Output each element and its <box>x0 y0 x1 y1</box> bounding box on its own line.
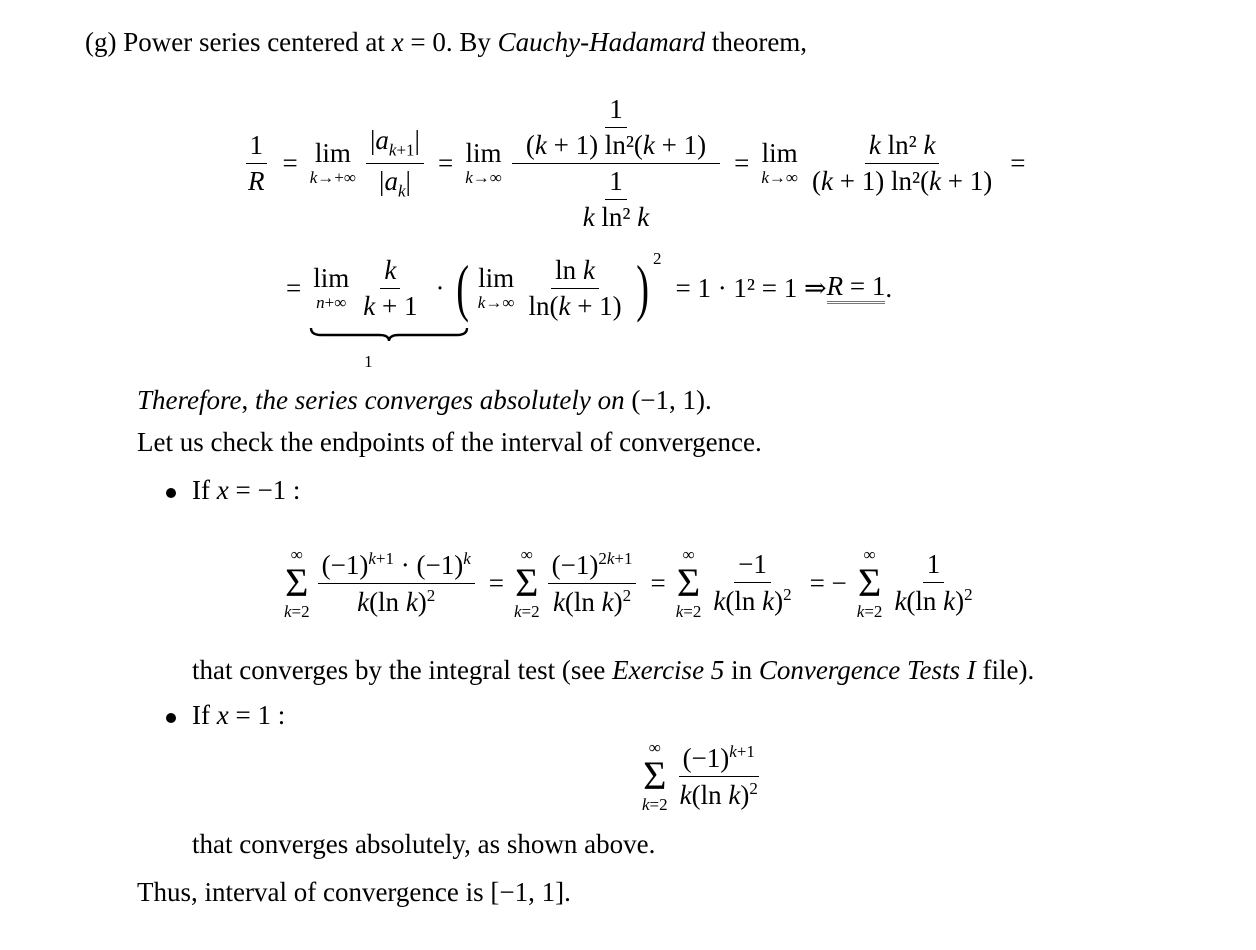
lim: lim <box>478 263 515 293</box>
paragraph-interval-conclusion <box>137 877 571 908</box>
numerator: 1 <box>246 130 268 164</box>
bullet-x-minus-1 <box>192 475 300 506</box>
bullet-text: If <box>192 475 217 505</box>
abs: |a <box>370 125 389 156</box>
lim-sub: n+∞ <box>316 293 347 312</box>
sum-upper: ∞ <box>648 738 661 757</box>
lim-sub: k→+∞ <box>309 168 356 187</box>
limit <box>761 140 798 186</box>
term: (−1) <box>551 549 599 580</box>
exponent: 2 <box>783 585 792 604</box>
text: in <box>724 655 759 685</box>
sigma-icon: Σ <box>857 560 882 605</box>
exponent: k <box>463 548 471 568</box>
sigma-icon: Σ <box>285 560 309 605</box>
term: (−1) <box>321 549 369 580</box>
exponent: k+1 <box>729 741 755 761</box>
file-reference: Convergence Tests I <box>758 655 976 685</box>
exponent: 2k+1 <box>598 548 633 568</box>
denominator <box>709 583 795 617</box>
ratio-fraction <box>366 125 424 201</box>
sum-upper: ∞ <box>682 545 695 564</box>
term: k(ln k) <box>357 586 427 617</box>
denominator: k ln² k <box>582 201 650 232</box>
sum-lower: k=2 <box>642 795 668 814</box>
equation-tail: = 1 · 1² = 1 ⇒ <box>675 272 827 303</box>
period: . <box>885 272 893 303</box>
denominator: R <box>248 165 265 196</box>
denominator <box>375 164 415 201</box>
numerator: −1 <box>734 549 771 583</box>
sum-upper: ∞ <box>290 545 303 564</box>
exponent: k+1 <box>368 548 394 568</box>
sum-lower: k=2 <box>856 602 883 621</box>
denominator: (k + 1) ln²(k + 1) <box>525 129 707 160</box>
paragraph-check-endpoints: Let us check the endpoints of the interval of convergence. <box>137 427 762 457</box>
lim: lim <box>465 138 502 168</box>
numerator: 1 <box>923 549 945 583</box>
heading-text: . By <box>445 27 498 57</box>
fraction <box>548 549 637 618</box>
sum <box>857 546 883 620</box>
heading-math: x = 0 <box>391 27 446 57</box>
numerator: 1 <box>605 166 627 200</box>
equation-radius-2 <box>278 243 893 371</box>
numerator: k <box>380 255 400 289</box>
numerator <box>366 125 424 163</box>
exponent: 2 <box>652 249 662 268</box>
inner-fraction <box>579 166 654 233</box>
underbrace-group <box>309 254 427 371</box>
abs: |a <box>379 165 398 196</box>
sum <box>514 546 540 620</box>
lim: lim <box>314 138 351 168</box>
equals: = <box>437 147 454 178</box>
equals: = <box>734 147 750 178</box>
numerator <box>318 549 475 584</box>
bullet-icon <box>166 713 176 723</box>
lim: lim <box>313 263 350 293</box>
limit <box>313 265 349 311</box>
term: k(ln k) <box>679 779 750 810</box>
lim-sub: k→∞ <box>465 168 502 187</box>
denominator: (k + 1) ln²(k + 1) <box>812 165 993 196</box>
exercise-reference: Exercise 5 <box>612 655 725 685</box>
subscript: k+1 <box>388 140 415 160</box>
simplified-fraction <box>808 130 996 197</box>
part-label: (g) <box>85 27 117 57</box>
numerator <box>548 549 637 584</box>
exponent: 2 <box>622 585 632 605</box>
fraction <box>890 549 976 617</box>
denominator <box>676 777 762 811</box>
bullet-icon <box>166 488 176 498</box>
sum-lower: k=2 <box>513 602 540 621</box>
limit <box>310 140 356 186</box>
subscript: k <box>397 180 406 200</box>
abs: | <box>405 165 411 196</box>
exponent: 2 <box>964 585 973 604</box>
equals: = <box>282 147 298 178</box>
sum-lower: k=2 <box>284 602 310 621</box>
abs: | <box>414 125 420 156</box>
exponent: 2 <box>749 778 758 798</box>
numerator <box>512 94 720 164</box>
result-underlined: R = 1 <box>827 272 886 303</box>
compound-fraction <box>512 94 720 233</box>
paragraph-integral-test <box>192 655 1034 686</box>
fraction <box>709 549 795 617</box>
numerator <box>679 742 759 777</box>
numerator: 1 <box>605 94 627 128</box>
fraction-1-over-r <box>244 130 269 197</box>
underbrace-icon <box>309 326 469 342</box>
bullet-text: If <box>192 700 217 730</box>
equals: = <box>1010 147 1026 178</box>
sum-upper: ∞ <box>520 545 533 564</box>
term: · (−1) <box>394 549 464 580</box>
fraction-ln <box>524 255 625 322</box>
equals: = <box>650 567 666 598</box>
equals-negative: = − <box>809 567 847 598</box>
term: k(ln k) <box>713 586 784 616</box>
limit <box>465 140 502 186</box>
text: that converges by the integral test (see <box>192 655 613 685</box>
fraction-k-over-k1 <box>359 255 421 322</box>
denominator: ln(k + 1) <box>528 290 622 321</box>
period: . <box>564 877 571 907</box>
paragraph-converges-on: Therefore, the series converges absolutely on (−1, 1). <box>137 385 712 415</box>
sum <box>284 546 310 620</box>
sum-lower: k=2 <box>675 602 702 621</box>
lim-sub: k→∞ <box>477 293 515 312</box>
sum-upper: ∞ <box>863 545 876 564</box>
equals: = <box>488 567 504 598</box>
sigma-icon: Σ <box>676 560 701 605</box>
interval-math: [−1, 1] <box>490 877 565 907</box>
bullet-x-1 <box>192 700 285 731</box>
sigma-icon: Σ <box>515 560 539 605</box>
numerator: ln k <box>551 255 599 289</box>
bullet-math: x = −1 : <box>216 475 301 505</box>
limit <box>478 265 515 311</box>
equation-radius-1 <box>238 88 1034 238</box>
exponent: 2 <box>426 585 436 605</box>
fraction <box>676 742 762 811</box>
heading-text: theorem, <box>705 27 808 57</box>
text: file). <box>975 655 1035 685</box>
numerator: k ln² k <box>865 130 940 164</box>
right-paren: ) <box>635 252 649 323</box>
part-heading <box>85 27 807 58</box>
sum <box>642 739 668 813</box>
term: k(ln k) <box>552 586 623 617</box>
left-paren: ( <box>456 252 470 323</box>
text: Thus, interval of convergence is <box>137 877 491 907</box>
denominator: k + 1 <box>363 290 418 321</box>
lim: lim <box>761 138 798 168</box>
denominator <box>569 164 664 233</box>
sum <box>676 546 702 620</box>
equals: = <box>286 272 302 303</box>
lim-sub: k→∞ <box>761 168 799 187</box>
denominator <box>549 584 635 618</box>
equation-sum-x-1 <box>640 728 768 824</box>
term: k(ln k) <box>894 586 965 616</box>
heading-text: Power series centered at <box>123 27 392 57</box>
denominator <box>890 583 976 617</box>
theorem-name: Cauchy-Hadamard <box>497 27 706 57</box>
term: (−1) <box>682 742 730 773</box>
underbrace-label: 1 <box>364 351 373 371</box>
denominator <box>353 584 439 618</box>
sigma-icon: Σ <box>643 753 667 798</box>
paragraph-converges-absolutely: that converges absolutely, as shown above. <box>192 829 656 859</box>
dot: · <box>435 272 445 303</box>
fraction <box>318 549 475 618</box>
equation-sums-x-minus-1 <box>282 535 983 631</box>
bullet-math: x = 1 : <box>216 700 286 730</box>
inner-fraction <box>522 94 710 161</box>
